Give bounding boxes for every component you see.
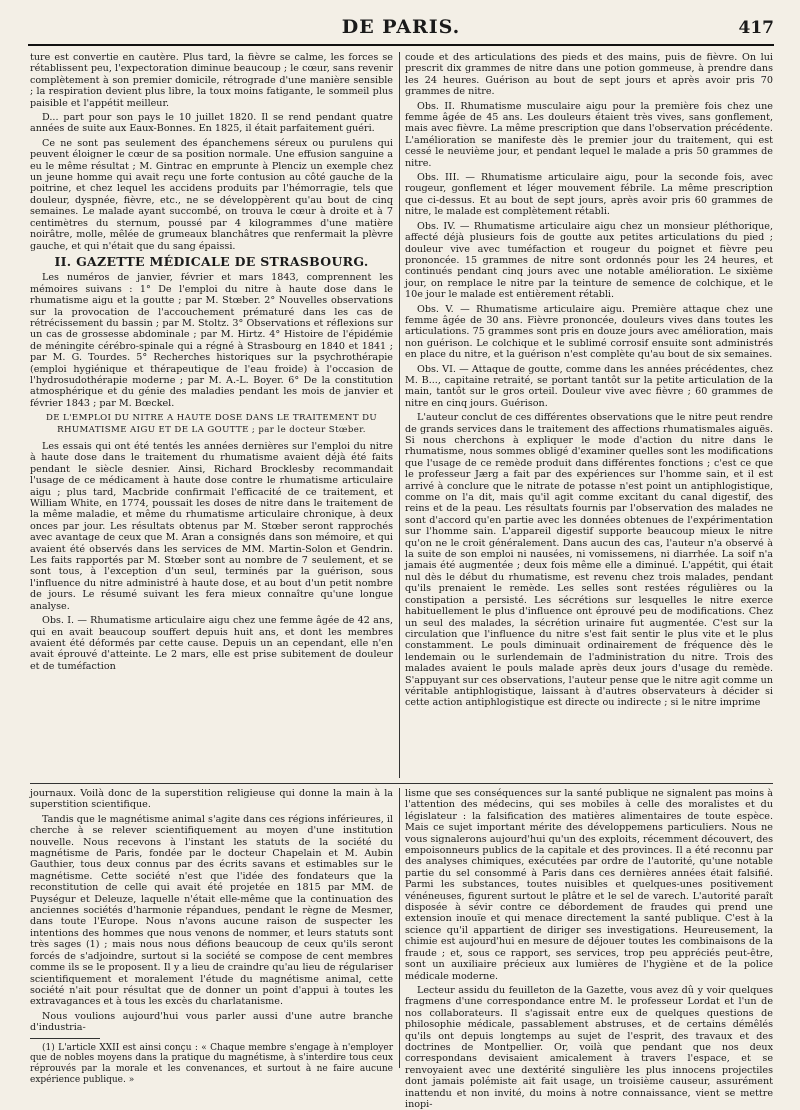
observation-paragraph: Obs. I. — Rhumatisme articulaire aigu chez une femme âgée de 42 ans, qui en avait beaucoup souffert depuis huit ans, et dont les membres avaient été déformés par cette cause. Depuis un an cependant, elle n'en avait éprouvé d'atteinte. Le 2 mars, elle est prise subitement de douleur et de tuméfaction (30, 615, 393, 672)
observation-paragraph: Obs. III. — Rhumatisme articulaire aigu, pour la seconde fois, avec rougeur, gonflement et léger mouvement fébrile. La même prescription que ci-dessus. Et au bout de sept jours, après avoir pris 60 grammes de nitre, le malade est complètement rétabli. (405, 172, 773, 218)
paragraph: coude et des articulations des pieds et des mains, puis de fièvre. On lui prescrit dix grammes de nitre dans une potion gommeuse, à prendre dans les 24 heures. Guérison au bout de sept jours et après avoir pris 70 grammes de nitre. (405, 52, 773, 98)
paragraph: Tandis que le magnétisme animal s'agite dans ces régions inférieures, il cherche à se relever scientifiquement au moyen d'une institution nouvelle. Nous recevons à l'instant les statuts de la société du magnétisme de Paris, fondée par le docteur Chapelain et M. Aubin Gauthier, tous deux connus par des écrits savans et estimables sur le magnétisme. Cette société n'est que l'idée des fondateurs que la reconstitution de celle qui avait été projetée en 1815 par MM. de Puységur et Deleuze, laquelle n'était elle-même que la continuation des anciennes sociétés d'harmonie répandues, pendant le règne de Mesmer, dans toute l'Europe. Nous n'avons aucune raison de suspecter les intentions des hommes que nous venons de nommer, et leurs statuts sont très sages (1) ; mais nous nous défions beaucoup de ceux qu'ils seront forcés de s'adjoindre, surtout si la société se compose de cent membres comme ils se le proposent. Il y a lieu de craindre qu'au lieu de régulariser scientifiquement et moralement l'étude du magnétisme animal, cette société n'ait pour résultat que de donner un point d'appui à toutes les extravagances et à tous les excès du charlatanisme. (30, 813, 393, 1008)
feuilleton-rule (30, 783, 773, 784)
paragraph: Ce ne sont pas seulement des épanchemens séreux ou purulens qui peuvent éloigner le cœur de sa position normale. Une effusion sanguine a eu le même résultat ; M. Gintrac en emprunte à Plenciz un exemple chez un jeune homme qui avait reçu une forte contusion au côté gauche de la poitrine, et chez lequel les accidens produits par l'hémorragie, tels que douleur, dyspnée, fièvre, etc., ne se développèrent qu'au bout de cinq semaines. Le malade ayant succombé, on trouva le cœur à droite et à 7 centimètres du sternum, poussé par 4 kilogrammes d'une matière noirâtre, molle, mêlée de grumeaux blanchâtres que renfermait la plèvre gauche, et qui n'était que du sang épaissi. (30, 137, 393, 252)
observation-paragraph: Obs. II. Rhumatisme musculaire aigu pour la première fois chez une femme âgée de 45 ans. Les douleurs étaient très vives, sans gonflement, mais avec fièvre. La même prescription que dans l'observation précédente. L'amélioration se manifeste dès le premier jour du traitement, qui est cessé le neuvième jour, et pendant lequel le malade a pris 50 grammes de nitre. (405, 100, 773, 169)
paragraph: Les numéros de janvier, février et mars 1843, comprennent les mémoires suivans : 1° De l'emploi du nitre à haute dose dans le rhumatisme aigu et la goutte ; par M. Stœber. 2° Nouvelles observations sur la provocation de l'accouchement prématuré dans les cas de rétrécissement du bassin ; par M. Stoltz. 3° Observations et réflexions sur un cas de grossesse abdominale ; par M. Hirtz. 4° Histoire de l'épidémie de méningite cérébro-spinale qui a régné à Strasbourg en 1840 et 1841 ; par M. G. Tourdes. 5° Recherches historiques sur la psychrothérapie (emploi hygiénique et thérapeutique de l'eau froide) à l'occasion de l'hydrosudothérapie moderne ; par M. A.-L. Boyer. 6° De la constitution atmosphérique et du génie des maladies pendant les mois de janvier et février 1843 ; par M. Bœckel. (30, 272, 393, 409)
paragraph: journaux. Voilà donc de la superstition religieuse qui donne la main à la superstition scientifique. (30, 788, 393, 811)
paragraph: L'auteur conclut de ces différentes observations que le nitre peut rendre de grands services dans le traitement des affections rhumatismales aiguës. Si nous cherchons à expliquer le mode d'action du nitre dans le rhumatisme, nous sommes obligé d'examiner quelles sont les modifications que l'usage de ce remède produit dans différentes fonctions ; c'est ce que le professeur Jærg a fait par des expériences sur l'homme sain, et il est arrivé à conclure que le nitrate de potasse n'est point un antiphlogistique, comme on l'a dit, mais qu'il agit comme excitant du canal digestif, des reins et de la peau. Les résultats fournis par l'observation des malades ne sont d'accord qu'en partie avec les données obtenues de l'expérimentation sur l'homme sain. L'appareil digestif supporte beaucoup mieux le nitre qu'on ne le croit généralement. Dans aucun des cas, l'auteur n'a observé à la suite de son emploi ni nausées, ni vomissemens, ni diarrhée. La soif n'a jamais été augmentée ; deux fois même elle a diminué. L'appétit, qui était nul dès le début du rhumatisme, est revenu chez trois malades, pendant qu'ils prenaient le remède. Les selles sont restées régulières ou la constipation a persisté. Les sécrétions sur lesquelles le nitre exerce habituellement le plus d'influence ont éprouvé peu de modifications. Chez un seul des malades, la sécrétion urinaire fut augmentée. C'est sur la circulation que l'influence du nitre s'est fait sentir le plus vite et le plus constamment. Le pouls diminuait ordinairement de fréquence dès le lendemain ou le surlendemain de l'administration du nitre. Trois des malades avaient le pouls malade après deux jours d'usage du remède. S'appuyant sur ces observations, l'auteur pense que le nitre agit comme un véritable antiphlogistique, laissant à d'autres observateurs à décider si cette action antiphlogistique est directe ou indirecte ; si le nitre imprime (405, 412, 773, 709)
left-column (30, 52, 393, 780)
right-column (405, 52, 773, 780)
column-rule (399, 52, 400, 778)
page-number: 417 (738, 18, 774, 38)
observation-paragraph: Obs. V. — Rhumatisme articulaire aigu. Première attaque chez une femme âgée de 30 ans. Fièvre prononcée, douleurs vives dans toutes les articulations. 75 grammes sont pris en douze jours avec amélioration, mais non guérison. Le colchique et le sublimé corrosif ensuite sont administrés en place du nitre, et la guérison n'est complète qu'au bout de six semaines. (405, 303, 773, 361)
paragraph: D... part pour son pays le 10 juillet 1820. Il se rend pendant quatre années de suite aux Eaux-Bonnes. En 1825, il était parfaitement guéri. (30, 112, 393, 135)
paragraph: ture est convertie en cautère. Plus tard, la fièvre se calme, les forces se rétablissent peu, l'expectoration diminue beaucoup ; le cœur, sans revenir complètement à son premier domicile, rétrograde d'une manière sensible ; la respiration devient plus libre, la toux moins fatigante, le sommeil plus paisible et l'appétit meilleur. (30, 52, 393, 109)
column-rule (399, 788, 400, 1068)
footnote-rule (30, 1038, 100, 1039)
footnote: (1) L'article XXII est ainsi conçu : « Chaque membre s'engage à n'employer que de nobles moyens dans la pratique du magnétisme, à s'interdire tous ceux réprouvés par la morale et les convenances, et surtout à ne faire aucune expérience publique. » (30, 1042, 393, 1085)
paragraph: Lecteur assidu du feuilleton de la Gazette, vous avez dû y voir quelques fragmens d'une correspondance entre M. le professeur Lordat et l'un de nos collaborateurs. Il s'agissait entre eux de quelques questions de philosophie médicale, passablement abstruses, et de certains démêlés qu'ils ont depuis longtemps au sujet de l'esprit, des travaux et des doctrines de Montpellier. Or, voilà que pendant que nos deux correspondans devisaient amicalement à travers l'espace, et se renvoyaient avec une dextérité singulière les plus innocens projectiles dont jamais polémiste ait fait usage, un troisième causeur, assurément inattendu et non invité, du moins à notre connaissance, vient se mettre inopi- (405, 984, 773, 1110)
paragraph: Nous voulions aujourd'hui vous parler aussi d'une autre branche d'industria- (30, 1010, 393, 1034)
observation-paragraph: Obs. IV. — Rhumatisme articulaire aigu chez un monsieur pléthorique, affecté déjà plusieurs fois de goutte aux petites articulations du pied ; douleur vive avec tuméfaction et rougeur du poignet et fièvre peu prononcée. 15 grammes de nitre sont ordonnés pour les 24 heures, et continués pendant cinq jours avec une notable amélioration. Le sixième jour, on remplace le nitre par la teinture de semence de colchique, et le 10e jour le malade est entièrement rétabli. (405, 220, 773, 301)
section-title: II. GAZETTE MÉDICALE DE STRASBOURG. (54, 253, 369, 269)
running-title: DE PARIS. (341, 16, 461, 38)
paragraph: Les essais qui ont été tentés les années dernières sur l'emploi du nitre à haute dose dans le traitement du rhumatisme avaient déjà été faits pendant le siècle desnier. Ainsi, Richard Brocklesby recommandait l'usage de ce médicament à haute dose contre le rhumatisme articulaire aigu ; plus tard, Macbride confirmait l'efficacité de ce traitement, et William White, en 1774, poussait les doses de nitre dans le traitement de la même maladie, et même du rhumatisme articulaire chronique, à deux onces par jour. Les résultats obtenus par M. Stœber seront rapprochés avec avantage de ceux que M. Aran a consignés dans son mémoire, et qui avaient été observés dans les services de MM. Martin-Solon et Gendrin. Les faits rapportés par M. Stœber sont au nombre de 7 seulement, et se sont tous, à l'exception d'un seul, terminés par la guérison, sous l'influence du nitre administré à haute dose, et au bout d'un petit nombre de jours. Le résumé suivant les fera mieux connaître qu'une longue analyse. (30, 441, 393, 612)
paragraph: lisme que ses conséquences sur la santé publique ne signalent pas moins à l'attention des médecins, qui ses mobiles à celle des moralistes et du législateur : la falsification des matières alimentaires de toute espèce. Mais ce sujet important mérite des développemens particuliers. Nous ne vous signalerons aujourd'hui qu'un des exploits, récemment découvert, des empoisonneurs publics de la capitale et des provinces. Il a été reconnu par des analyses chimiques, exécutées par ordre de l'autorité, qu'une notable partie du sel consommé à Paris dans ces dernières années était falsifié. Parmi les substances, toutes nuisibles et quelques-unes positivement vénéneuses, figurent surtout le plâtre et le sel de varech. L'autorité paraît disposée à sévir contre ce débordement de fraudes qui prend une extension inouïe et qui menace directement la santé publique. C'est à la science qu'il appartient de diriger ses investigations. Heureusement, la chimie est aujourd'hui en mesure de déjouer toutes les combinaisons de la fraude ; et, sous ce rapport, ses services, trop peu appréciés peut-être, sont un auxiliaire précieux aux lumières de l'hygiène et de la police médicale moderne. (405, 788, 773, 982)
page-header (28, 14, 774, 46)
bottom-right-column (405, 788, 773, 1110)
bottom-left-column (30, 788, 393, 1085)
observation-paragraph: Obs. VI. — Attaque de goutte, comme dans les années précédentes, chez M. B..., capitaine retraité, se portant tantôt sur la petite articulation de la main, tantôt sur le gros orteil. Douleur vive avec fièvre ; 60 grammes de nitre en cinq jours. Guérison. (405, 363, 773, 409)
article-title: DE L'EMPLOI DU NITRE A HAUTE DOSE DANS LE TRAITEMENT DU RHUMATISME AIGU ET DE LA GOUTTE ; par le docteur Stœber. (45, 413, 378, 435)
